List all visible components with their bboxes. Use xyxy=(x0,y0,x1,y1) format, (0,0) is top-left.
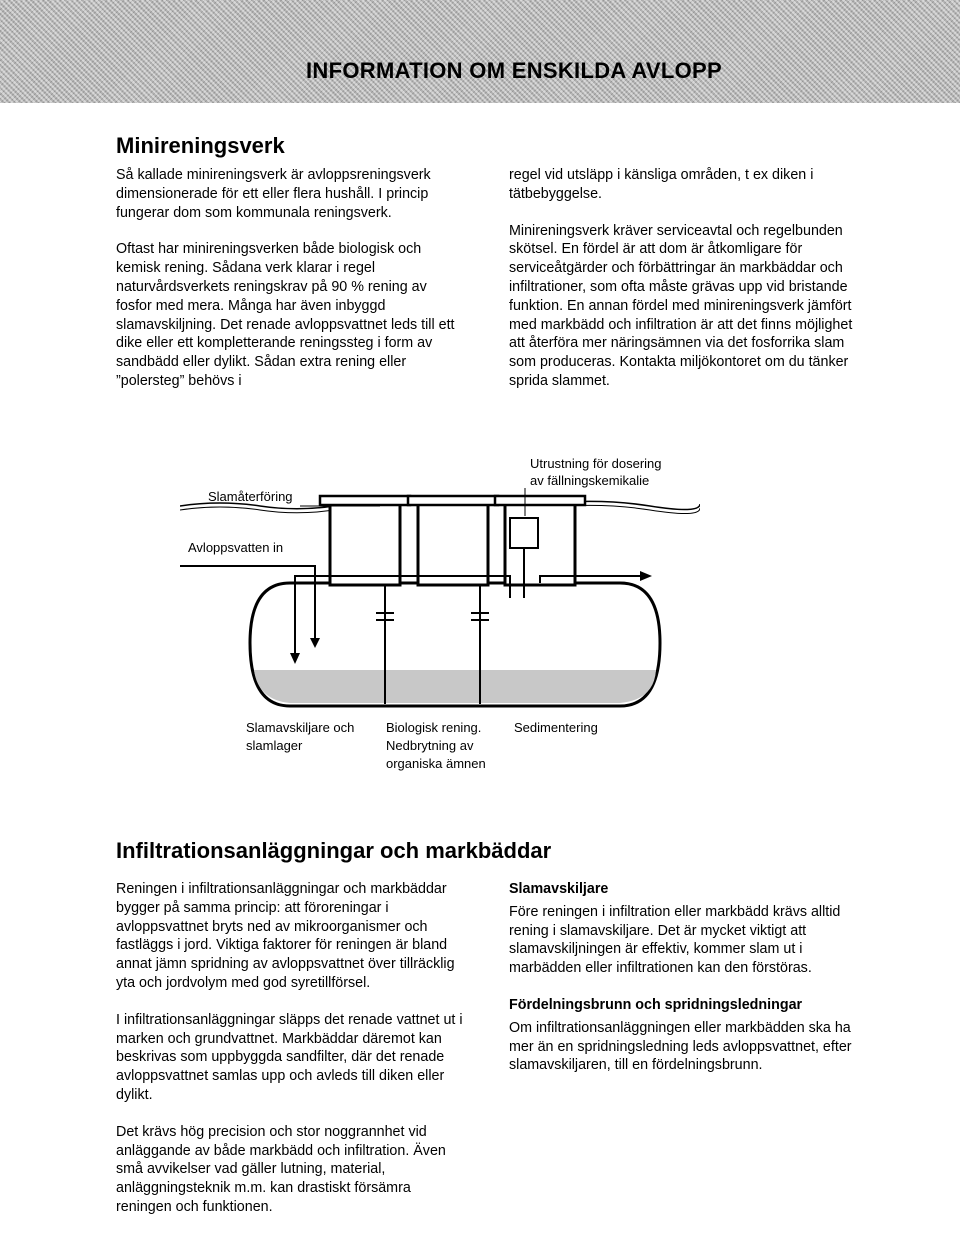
page-title: INFORMATION OM ENSKILDA AVLOPP xyxy=(306,58,722,83)
arrow xyxy=(640,571,652,581)
label-bio: organiska ämnen xyxy=(386,756,486,771)
label-bio: Nedbrytning av xyxy=(386,738,474,753)
paragraph: Det krävs hög precision och stor noggrannhet vid anläggande av både markbädd och infiltration. Även små avvikelser vad gäller lutning, material, anläggningsteknik m.m. kan drastiskt försämra reningen och funktionen. xyxy=(116,1123,446,1215)
label-equipment: av fällningskemikalie xyxy=(530,473,650,488)
paragraph: regel vid utsläpp i känsliga områden, t ex diken i tätbebyggelse. xyxy=(509,167,814,202)
minireningsverk-diagram xyxy=(180,448,700,778)
label-separator: Slamavskiljare och xyxy=(246,720,355,735)
section2-left-column xyxy=(116,880,466,1235)
paragraph: Reningen i infiltrationsanläggningar och markbäddar bygger på samma princip: att föroreningar i avloppsvattnet bryts ned av mikroorganismer och fastläggs i jord. Viktiga faktorer för reningen är bland annat jämn spridning av avloppsvattnet över tillräcklig yta och jordvolym med god syretillförsel. xyxy=(116,881,455,991)
paragraph: Före reningen i infiltration eller markbädd krävs alltid rening i slamavskiljare. Det är mycket viktigt att slamavskiljningen är effektiv, kommer slam ut i marbädden eller infiltrationen kan den förstöras. xyxy=(509,903,841,977)
section1-right-column xyxy=(509,166,861,409)
section2-right-column xyxy=(509,880,861,1093)
label-separator: slamlager xyxy=(246,738,303,753)
label-equipment: Utrustning för dosering xyxy=(530,456,662,471)
inspection-tower xyxy=(330,503,400,585)
paragraph: Minireningsverk kräver serviceavtal och regelbunden skötsel. En fördel är att dom är åtkomligare för serviceåtgärder och förbättringar än markbäddar och infiltrationer, som ofta måste grävas upp vid bristande funktion. En annan fördel med minireningsverk jämfört med markbädd och infiltration är att det finns möjlighet att återföra mer näringsämnen via det fosforrika slam som produceras. Kontakta miljökontoret om du tänker sprida slammet. xyxy=(509,222,853,389)
subheading-fordelningsbrunn: Fördelningsbrunn och spridningsledningar xyxy=(509,996,803,1013)
tower-lid xyxy=(408,496,498,505)
paragraph: Oftast har minireningsverken både biologisk och kemisk rening. Sådana verk klarar i regel naturvårdsverkets reningskrav på 90 % rening av fosfor med mera. Många har även inbyggd slamavskiljning. Det renade avloppsvattnet leds till ett dike eller ett kompletterande reningssteg i form av sandbädd eller dylikt. Sådan extra rening eller ”polersteg” behövs i xyxy=(116,241,455,389)
label-sludge-return: Slamåterföring xyxy=(208,489,293,504)
section-heading-minireningsverk: Minireningsverk xyxy=(116,133,285,158)
section-heading-infiltration: Infiltrationsanläggningar och markbäddar xyxy=(116,838,552,863)
label-bio: Biologisk rening. xyxy=(386,720,482,735)
tower-lid xyxy=(495,496,585,505)
section1-left-column xyxy=(116,166,466,409)
subheading-slamavskiljare: Slamavskiljare xyxy=(509,881,609,897)
tower-lid xyxy=(320,496,410,505)
paragraph: I infiltrationsanläggningar släpps det renade vattnet ut i marken och grundvattnet. Markbäddar däremot kan beskrivas som uppbyggda sandfilter, där det renade avloppsvattnet samlas upp och avleds till diken eller dylikt. xyxy=(116,1011,463,1103)
dosing-unit xyxy=(510,518,538,548)
inspection-tower xyxy=(418,503,488,585)
sludge-layer xyxy=(254,670,656,703)
header-banner xyxy=(0,0,960,103)
label-sedimentation: Sedimentering xyxy=(514,720,598,735)
paragraph: Om infiltrationsanläggningen eller markbädden ska ha mer än en spridningsledning leds avloppsvattnet, efter slamavskiljaren, till en fördelningsbrunn. xyxy=(509,1019,852,1074)
label-inflow: Avloppsvatten in xyxy=(188,540,284,555)
paragraph: Så kallade minireningsverk är avloppsreningsverk dimensionerade för ett eller flera hushåll. I princip fungerar dom som kommunala reningsverk. xyxy=(116,167,431,221)
